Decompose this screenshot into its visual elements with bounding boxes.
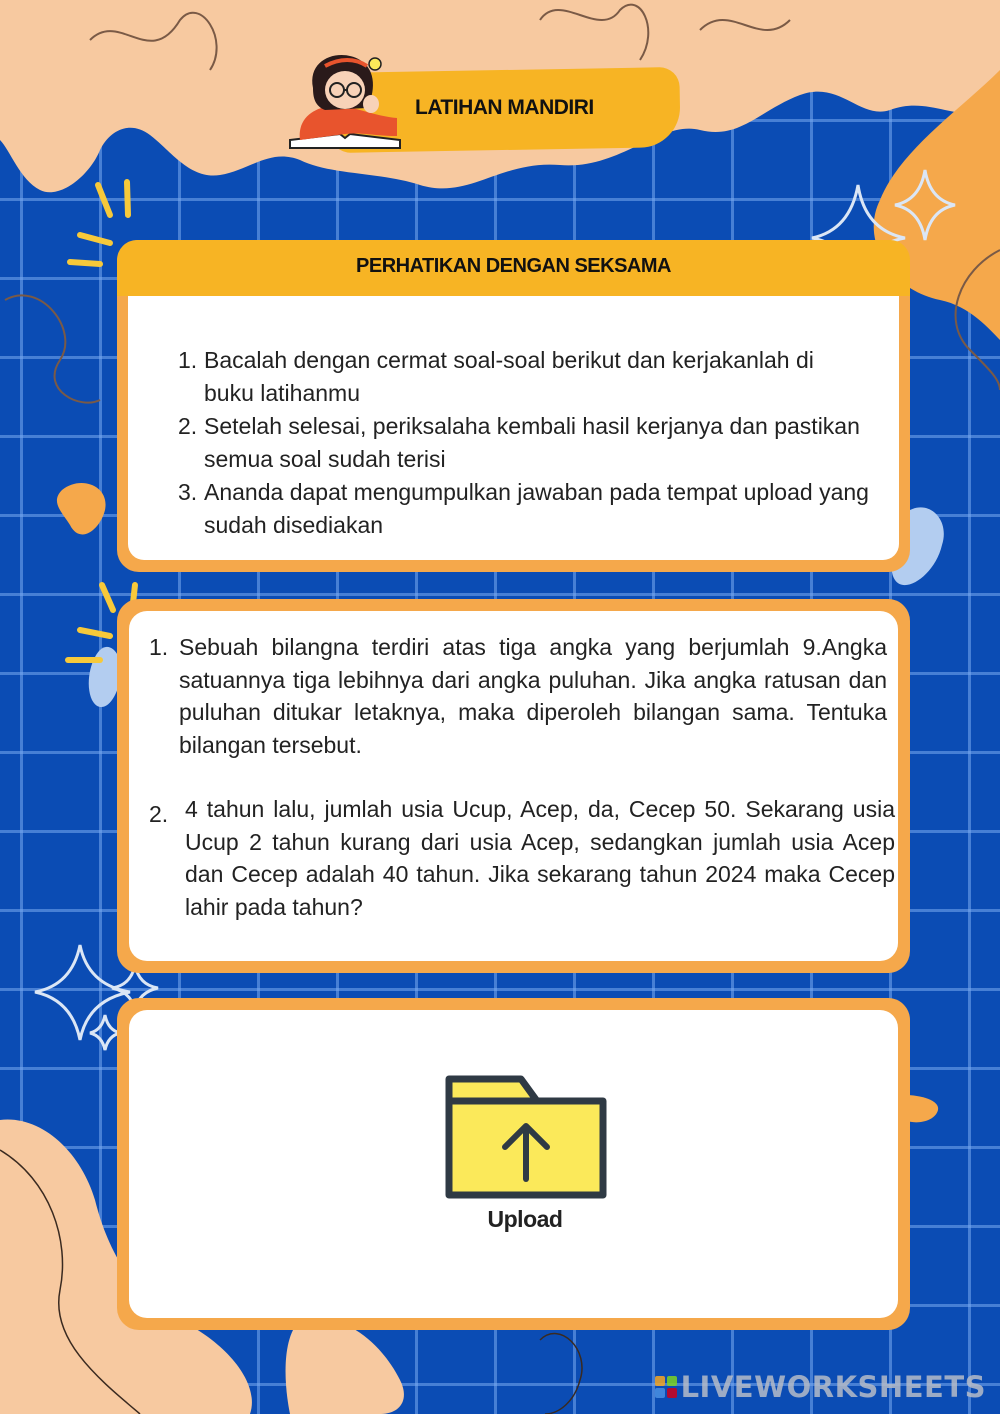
student-reading-illustration <box>285 48 405 158</box>
instructions-title: PERHATIKAN DENGAN SEKSAMA <box>356 255 671 277</box>
question-text: 4 tahun lalu, jumlah usia Ucup, Acep, da, Cecep 50. Sekarang usia Ucup 2 tahun kurang dari usia Acep, sedangkan jumlah usia Acep dan Cecep adalah 40 tahun. Jika sekarang tahun 2024 maka Cecep lahir pada tahun? <box>185 796 895 920</box>
upload-button[interactable] <box>445 1075 605 1245</box>
left-yellow-blob <box>57 483 106 534</box>
instruction-number: 2. <box>178 413 198 439</box>
liveworksheets-logo-icon <box>655 1376 677 1398</box>
folder-upload-icon[interactable] <box>445 1075 607 1199</box>
instruction-item <box>180 410 870 476</box>
watermark-text: LIVEWORKSHEETS <box>680 1370 986 1404</box>
instruction-number: 3. <box>178 479 198 505</box>
question-number: 2. <box>149 801 169 827</box>
instructions-body <box>128 296 899 560</box>
question-item <box>149 631 887 761</box>
questions-card <box>117 599 910 973</box>
instructions-header-strip <box>117 240 910 296</box>
instruction-number: 1. <box>178 347 198 373</box>
instruction-text: Ananda dapat mengumpulkan jawaban pada tempat upload yang sudah disediakan <box>204 479 869 538</box>
instructions-card <box>117 240 910 572</box>
instruction-item <box>180 344 870 410</box>
question-text: Sebuah bilangna terdiri atas tiga angka yang berjumlah 9.Angka satuannya tiga lebihnya dari angka puluhan. Jika angka ratusan dan puluhan ditukar letaknya, maka diperoleh bilangan sama. Tentuka bilangan tersebut. <box>179 634 887 758</box>
question-item <box>149 793 895 923</box>
instruction-text: Setelah selesai, periksalaha kembali hasil kerjanya dan pastikan semua soal sudah terisi <box>204 413 860 472</box>
page-title: LATIHAN MANDIRI <box>415 96 594 119</box>
instruction-text: Bacalah dengan cermat soal-soal berikut dan kerjakanlah di buku latihanmu <box>204 347 814 406</box>
upload-label[interactable]: Upload <box>487 1206 563 1232</box>
upload-card <box>117 998 910 1330</box>
instructions-list <box>180 344 870 542</box>
instruction-item <box>180 476 870 542</box>
liveworksheets-watermark <box>655 1370 986 1404</box>
question-number: 1. <box>149 634 169 660</box>
questions-body <box>129 611 898 961</box>
upload-body <box>129 1010 898 1318</box>
